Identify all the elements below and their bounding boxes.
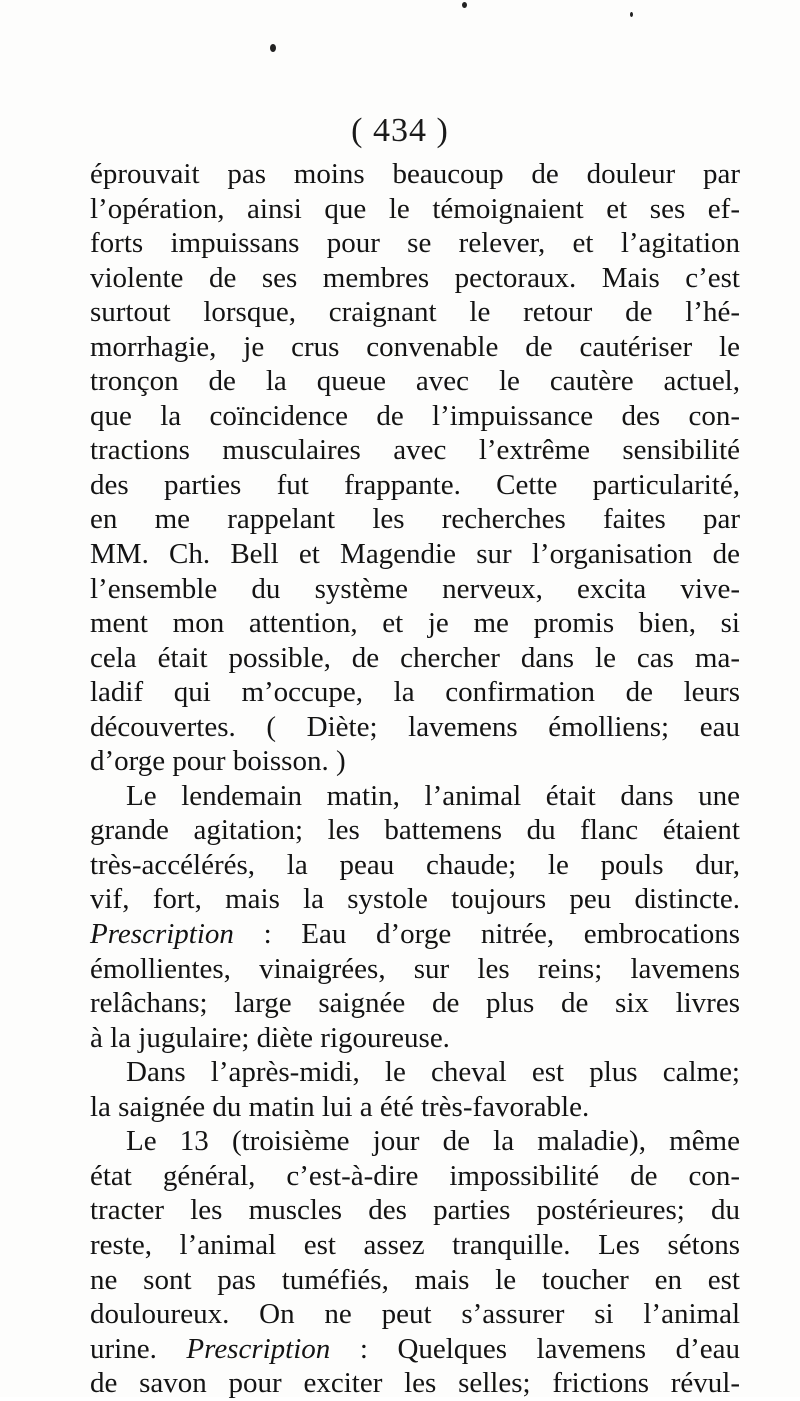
print-speck — [630, 12, 633, 17]
text-line — [90, 1332, 740, 1367]
text-line: Le 13 (troisième jour de la maladie), même — [126, 1125, 740, 1158]
text-line: grande agitation; les battemens du flanc étaient — [90, 814, 740, 847]
text-line: la saignée du matin lui a été très-favorable. — [90, 1090, 590, 1123]
line-text: urine. — [90, 1332, 187, 1365]
text-line: ment mon attention, et je me promis bien, si — [90, 607, 740, 640]
text-line: surtout lorsque, craignant le retour de l’hé- — [90, 296, 740, 329]
line-text: : Eau d’orge nitrée, embrocations — [233, 918, 740, 951]
text-line: Dans l’après-midi, le cheval est plus calme; — [126, 1056, 740, 1089]
line-text: : Quelques lavemens d’eau — [330, 1332, 740, 1365]
page-number: ( 434 ) — [351, 112, 449, 149]
text-line: vif, fort, mais la systole toujours peu distincte. — [90, 883, 740, 916]
text-line: cela était possible, de chercher dans le cas ma- — [90, 641, 740, 674]
text-line: morrhagie, je crus convenable de cautériser le — [90, 330, 740, 363]
text-line: Le lendemain matin, l’animal était dans une — [126, 779, 740, 812]
text-line — [90, 917, 740, 952]
text-line: tracter les muscles des parties postérieures; du — [90, 1194, 740, 1227]
text-line: très-accélérés, la peau chaude; le pouls dur, — [90, 848, 740, 881]
print-speck — [270, 44, 276, 52]
text-line: de savon pour exciter les selles; frictions révul- — [90, 1367, 740, 1400]
text-line: en me rappelant les recherches faites par — [90, 503, 740, 536]
text-line: des parties fut frappante. Cette particularité, — [90, 468, 740, 501]
text-line: à la jugulaire; diète rigoureuse. — [90, 1021, 450, 1054]
text-line: ne sont pas tuméfiés, mais le toucher en est — [90, 1263, 740, 1296]
italic-term: Prescription — [90, 918, 234, 951]
text-line: relâchans; large saignée de plus de six livres — [90, 987, 740, 1020]
text-line: éprouvait pas moins beaucoup de douleur par — [90, 158, 740, 190]
text-line: tractions musculaires avec l’extrême sensibilité — [90, 434, 740, 467]
text-line: l’opération, ainsi que le témoignaient et ses ef- — [90, 192, 740, 225]
text-line: ladif qui m’occupe, la confirmation de leurs — [90, 676, 740, 709]
print-speck — [462, 2, 467, 8]
text-line: découvertes. ( Diète; lavemens émolliens; eau — [90, 710, 740, 743]
text-line: reste, l’animal est assez tranquille. Les sétons — [90, 1228, 740, 1261]
text-line: violente de ses membres pectoraux. Mais c’est — [90, 261, 740, 294]
body-text — [90, 157, 740, 1401]
text-line: tronçon de la queue avec le cautère actuel, — [90, 365, 740, 398]
text-line: forts impuissans pour se relever, et l’agitation — [90, 227, 740, 260]
text-line: que la coïncidence de l’impuissance des con- — [90, 399, 740, 432]
text-line: douloureux. On ne peut s’assurer si l’animal — [90, 1298, 740, 1331]
text-line: l’ensemble du système nerveux, excita vive- — [90, 572, 740, 605]
text-line: émollientes, vinaigrées, sur les reins; lavemens — [90, 952, 740, 985]
text-line: état général, c’est-à-dire impossibilité de con- — [90, 1159, 740, 1192]
text-line: d’orge pour boisson. ) — [90, 745, 346, 778]
italic-term: Prescription — [186, 1332, 331, 1365]
text-line: MM. Ch. Bell et Magendie sur l’organisation de — [90, 538, 740, 571]
